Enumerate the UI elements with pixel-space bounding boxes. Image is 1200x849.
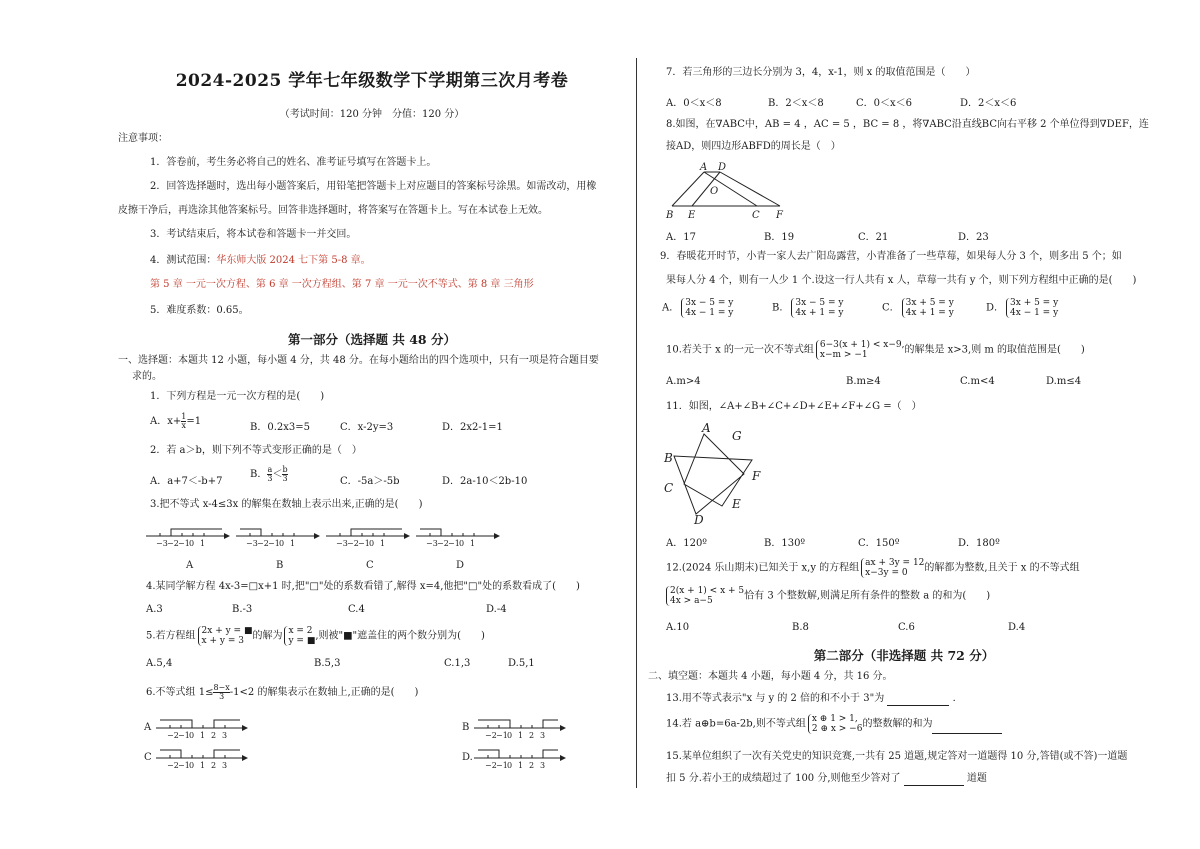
q6-tick-label: −2 [485, 731, 497, 740]
scope-label: 4．测试范围： [150, 255, 217, 266]
q13-answer-blank[interactable] [887, 694, 949, 706]
q9-line1: 9．春暖花开时节，小青一家人去广阳岛露营，小青准备了一些草莓，如果每人分 3 个，则多出 5 个；如 [660, 251, 1122, 262]
q8-line2: 接AD，则四边形ABFD的周长是（ ） [666, 141, 841, 152]
q10-stem: 10.若关于 x 的一元一次不等式组 6−3(x + 1) < x−9, x−m > −1 的解集是 x>3,则 m 的取值范围是( ) [666, 340, 1085, 360]
q6-tick-label: −1 [178, 731, 190, 740]
q6-tick-label: 2 [211, 731, 217, 740]
q11-point-label: G [732, 429, 742, 443]
q11-option-d: D．180º [958, 538, 1000, 549]
q4-stem: 4.某同学解方程 4x-3=□x+1 时,把"□"处的系数看错了,解得 x=4,他把"□"处的系数看成了( ) [146, 581, 580, 592]
q3-tick-label: −1 [358, 539, 370, 548]
column-divider [636, 58, 637, 788]
q8-option-c: C．21 [858, 232, 889, 243]
note-4 [150, 254, 371, 268]
q6-tick-label: 0 [189, 761, 195, 770]
q15-line2: 扣 5 分.若小王的成绩超过了 100 分,则他至少答对了 道题 [666, 773, 987, 784]
q15-line1: 15.某单位组织了一次有关党史的知识竞赛,一共有 25 道题,规定答对一道题得 10 分,答错(或不答)一道题 [666, 751, 1128, 762]
q12-option-b: B.8 [792, 622, 809, 633]
q6-bracket-left [160, 720, 192, 728]
q4-option-a: A.3 [146, 604, 163, 615]
q5-option-a: A.5,4 [146, 658, 173, 669]
q3-choice-label: D [456, 560, 465, 571]
q1-option-b: B．0.2x3=5 [250, 422, 310, 433]
q3-tick-label: −3 [246, 539, 258, 548]
q8-point-label: D [718, 162, 727, 173]
part1-instr-2: 求的。 [132, 371, 162, 382]
q8-line1: 8.如图，在∇ABC中，AB = 4 ，AC = 5 ，BC = 8 ，将∇ABC沿直线BC向右平移 2 个单位得到∇DEF，连 [666, 119, 1149, 130]
q4-option-d: D.-4 [486, 604, 507, 615]
q6-choice-label: D. [462, 752, 473, 763]
q11-stem: 11．如图，∠A+∠B+∠C+∠D+∠E+∠F+∠G =（ ） [666, 401, 922, 412]
chapters: 第 5 章 一元一次方程、第 6 章 一次方程组、第 7 章 一元一次不等式、第 8 章 三角形 [150, 279, 534, 290]
q7-option-a: A．0＜x＜8 [666, 98, 722, 109]
q6-tick-label: 1 [200, 761, 206, 770]
q3-tick-label: 0 [279, 539, 285, 548]
q6-tick-label: −2 [167, 761, 179, 770]
scope-text: 华东师大版 2024 七下第 5-8 章。 [216, 255, 371, 266]
q6-bracket-right [214, 750, 240, 758]
q6-tick-label: 1 [518, 731, 524, 740]
q3-tick-label: −3 [156, 539, 168, 548]
q3-number-lines [146, 516, 476, 574]
q6-arrow [560, 725, 566, 731]
q3-choice-label: C [366, 560, 374, 571]
part1-instr-1: 一、选择题：本题共 12 小题，每小题 4 分，共 48 分。在每小题给出的四个选项中，只有一项是符合题目要 [118, 355, 599, 366]
part1-heading: 第一部分（选择题 共 48 分） [288, 332, 456, 347]
q3-arrow [404, 533, 410, 539]
q10-option-a: A.m>4 [666, 376, 701, 387]
exam-title: 2024-2025 学年七年级数学下学期第三次月考卷 [175, 71, 569, 91]
q3-choice-label: A [186, 560, 194, 571]
q6-stem: 6.不等式组 1≤ $\frac{8-x}{3}$ -1<2 的解集表示在数轴上,正确的是( ) [146, 683, 419, 701]
q6-arrow [242, 725, 248, 731]
q6-choice-label: A [144, 722, 152, 733]
q1-option-c: C．x-2y=3 [340, 422, 394, 433]
q3-tick-label: 1 [380, 539, 386, 548]
q3-tick-label: 0 [459, 539, 465, 548]
q6-arrow [560, 755, 566, 761]
q14-answer-blank[interactable] [932, 722, 1002, 734]
q8-option-d: D．23 [958, 232, 989, 243]
q3-tick-label: −2 [347, 539, 359, 548]
q15-answer-blank[interactable] [904, 774, 964, 786]
q6-number-lines [144, 710, 594, 770]
q3-tick-label: 1 [290, 539, 296, 548]
q1-option-a: A．x+ $\frac{1}{x}$ =1 [150, 412, 202, 430]
q11-point-label: B [664, 451, 673, 465]
left-column [118, 60, 626, 770]
q3-tick-label: −1 [448, 539, 460, 548]
q10-option-c: C.m<4 [960, 376, 995, 387]
q3-tick-label: −2 [167, 539, 179, 548]
q12-option-c: C.6 [898, 622, 915, 633]
difficulty: 5．难度系数：0.65。 [150, 305, 249, 316]
q6-tick-label: 2 [529, 731, 535, 740]
q11-point-label: D [694, 513, 704, 527]
q3-tick-label: −2 [437, 539, 449, 548]
q6-tick-label: −1 [178, 761, 190, 770]
q2-option-d: D．2a-10＜2b-10 [442, 476, 528, 487]
q6-tick-label: 3 [222, 731, 228, 740]
q6-choice-label: B [462, 722, 470, 733]
q11-star-figure [662, 420, 772, 526]
q6-bracket-right [543, 720, 558, 728]
q6-tick-label: −1 [496, 761, 508, 770]
q6-tick-label: 3 [540, 731, 546, 740]
q3-tick-label: −3 [426, 539, 438, 548]
q2-stem: 2．若 a＞b，则下列不等式变形正确的是（ ） [150, 445, 362, 456]
q9-option-a: A． 3x − 5 = y 4x − 1 = y [662, 298, 734, 318]
q9-line2: 果每人分 4 个，则有一人少 1 个.设这一行人共有 x 人，草莓一共有 y 个，则下列方程组中正确的是( ) [666, 275, 1137, 286]
q3-solution-bracket [171, 529, 222, 536]
q3-tick-label: −3 [336, 539, 348, 548]
q3-tick-label: −1 [178, 539, 190, 548]
q9-option-d: D． 3x + 5 = y 4x − 1 = y [986, 298, 1059, 318]
part2-instr: 二、填空题：本题共 4 小题，每小题 4 分，共 16 分。 [648, 671, 893, 682]
q4-option-c: C.4 [348, 604, 365, 615]
q8-point-label: E [688, 210, 696, 221]
q11-point-label: E [732, 497, 741, 511]
q11-point-label: F [752, 469, 761, 483]
q11-option-c: C．150º [858, 538, 900, 549]
note-1: 1．答卷前，考生务必将自己的姓名、准考证号填写在答题卡上。 [150, 157, 437, 168]
note-2-cont: 皮擦干净后，再选涂其他答案标号。回答非选择题时，将答案写在答题卡上。写在本试卷上无效。 [118, 205, 548, 216]
q9-option-b: B． 3x − 5 = y 4x + 1 = y [772, 298, 844, 318]
q6-tick-label: 0 [507, 761, 513, 770]
q8-point-label: F [776, 210, 783, 221]
q5-option-c: C.1,3 [444, 658, 471, 669]
q6-tick-label: −2 [167, 731, 179, 740]
q6-tick-label: 1 [518, 761, 524, 770]
q9-option-c: C． 3x + 5 = y 4x + 1 = y [882, 298, 954, 318]
q6-tick-label: 3 [540, 761, 546, 770]
q3-tick-label: 0 [189, 539, 195, 548]
q3-tick-label: 1 [470, 539, 476, 548]
q2-option-b: B． $\frac{a}{3}$ ＜ $\frac{b}{3}$ [250, 465, 288, 483]
q8-point-label: A [700, 162, 708, 173]
q14-stem: 14.若 a⊕b=6a-2b,则不等式组 x ⊕ 1 > 1, 2 ⊕ x > −6 的整数解的和为 [666, 714, 1002, 734]
q3-arrow [224, 533, 230, 539]
q12-option-a: A.10 [666, 622, 690, 633]
q1-option-d: D．2x2-1=1 [442, 422, 503, 433]
q3-tick-label: −2 [257, 539, 269, 548]
q7-option-d: D．2＜x＜6 [960, 98, 1017, 109]
q7-option-c: C．0＜x＜6 [856, 98, 913, 109]
q8-option-a: A．17 [666, 232, 696, 243]
q3-stem: 3.把不等式 x-4≤3x 的解集在数轴上表示出来,正确的是( ) [150, 499, 423, 510]
q6-tick-label: 0 [189, 731, 195, 740]
q6-tick-label: 3 [222, 761, 228, 770]
q11-point-label: A [702, 421, 711, 435]
q8-triangle-figure [662, 160, 792, 220]
q3-choice-label: B [276, 560, 284, 571]
q1-stem: 1．下列方程是一元一次方程的是( ) [150, 391, 325, 402]
q10-option-d: D.m≤4 [1046, 376, 1082, 387]
q5-option-b: B.5,3 [314, 658, 341, 669]
q10-option-b: B.m≥4 [846, 376, 881, 387]
q11-option-a: A．120º [666, 538, 708, 549]
q6-bracket-left [478, 720, 510, 728]
q3-arrow [314, 533, 320, 539]
q7-stem: 7．若三角形的三边长分别为 3，4，x-1，则 x 的取值范围是（ ） [666, 67, 976, 78]
q12-option-d: D.4 [1008, 622, 1026, 633]
q6-tick-label: 2 [529, 761, 535, 770]
q6-arrow [242, 755, 248, 761]
part2-heading: 第二部分（非选择题 共 72 分） [813, 648, 995, 663]
q3-solution-bracket [351, 529, 402, 536]
q5-option-d: D.5,1 [508, 658, 535, 669]
q2-option-a: A．a+7＜-b+7 [150, 476, 223, 487]
note-2: 2．回答选择题时，选出每小题答案后，用铅笔把答题卡上对应题目的答案标号涂黑。如需改动，用橡 [150, 181, 597, 192]
q6-tick-label: 1 [200, 731, 206, 740]
q13-stem: 13.用不等式表示"x 与 y 的 2 倍的和不小于 3"为 ． [666, 693, 963, 704]
q6-bracket-right [214, 720, 240, 728]
q4-option-b: B.-3 [232, 604, 253, 615]
q12-line1: 12.(2024 乐山期末)已知关于 x,y 的方程组 ax + 3y = 12 x−3y = 0 的解都为整数,且关于 x 的不等式组 [666, 558, 1080, 578]
q6-bracket-right [543, 750, 558, 758]
q8-point-label: O [710, 186, 719, 197]
q3-tick-label: 1 [200, 539, 206, 548]
q3-tick-label: 0 [369, 539, 375, 548]
q6-tick-label: −1 [496, 731, 508, 740]
notes-heading: 注意事项： [118, 133, 168, 144]
q7-option-b: B．2＜x＜8 [768, 98, 824, 109]
exam-info: （考试时间：120 分钟 分值：120 分） [279, 109, 465, 120]
q8-point-label: C [752, 210, 760, 221]
q12-line2: 2(x + 1) < x + 5 4x > a−5 恰有 3 个整数解,则满足所有条件的整数 a 的和为( ) [666, 586, 990, 606]
q6-choice-label: C [144, 752, 152, 763]
q8-option-b: B．19 [764, 232, 795, 243]
q6-tick-label: 2 [211, 761, 217, 770]
q2-option-c: C．-5a＞-5b [340, 476, 400, 487]
q11-option-b: B．130º [764, 538, 806, 549]
q8-point-label: B [666, 210, 674, 221]
q11-point-label: C [664, 481, 674, 495]
q6-tick-label: −2 [485, 761, 497, 770]
q5-stem: 5.若方程组 2x + y = ■ x + y = 3 的解为 x = 2 y = ■ ,则被"■"遮盖住的两个数分别为( ) [146, 626, 485, 646]
q3-tick-label: −1 [268, 539, 280, 548]
q3-arrow [494, 533, 500, 539]
q6-tick-label: 0 [507, 731, 513, 740]
note-3: 3．考试结束后，将本试卷和答题卡一并交回。 [150, 229, 357, 240]
